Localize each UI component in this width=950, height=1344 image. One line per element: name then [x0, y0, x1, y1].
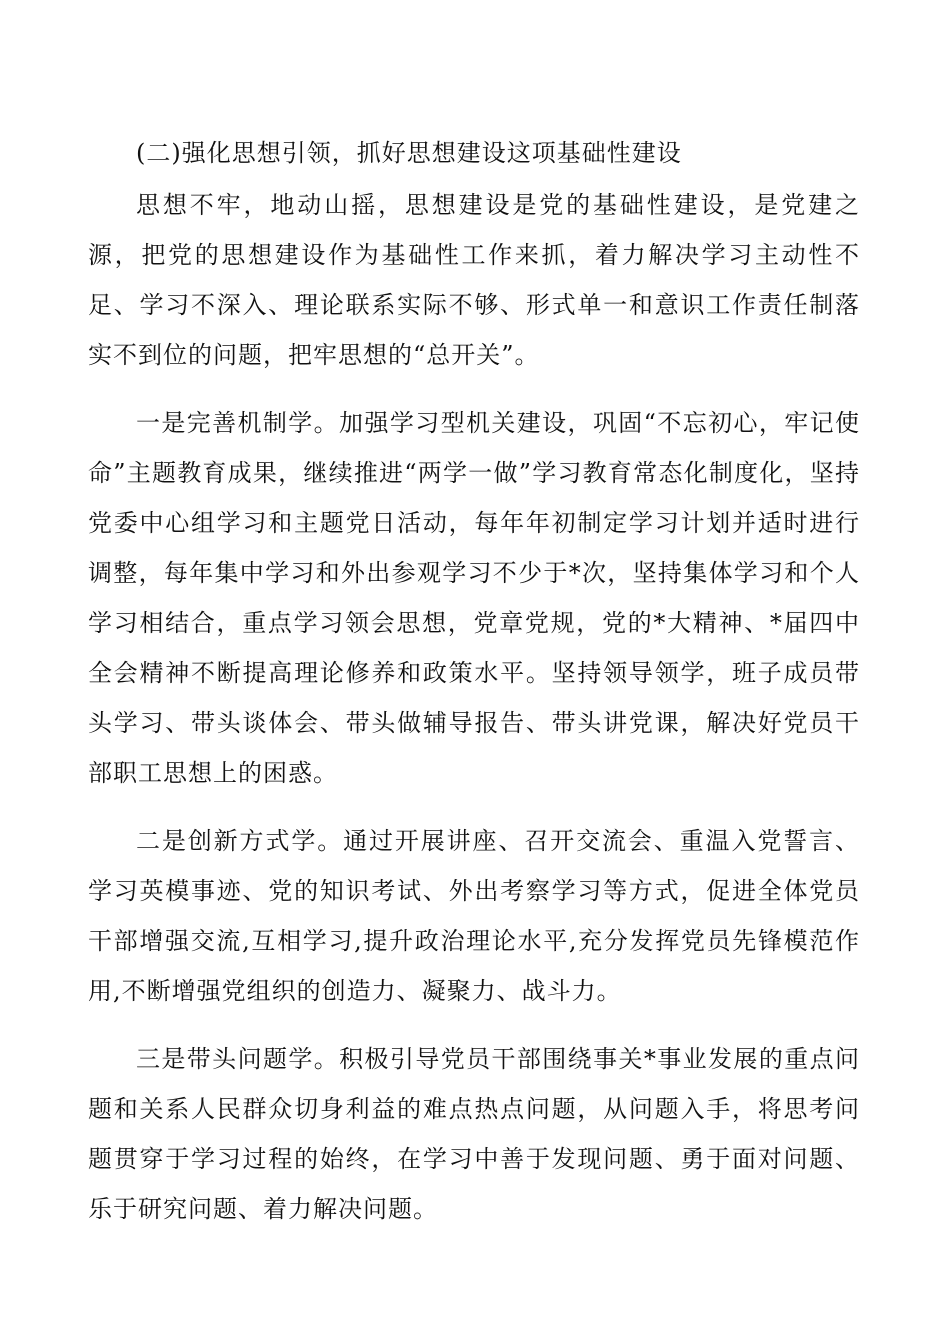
paragraph-intro: 思想不牢，地动山摇，思想建设是党的基础性建设，是党建之源，把党的思想建设作为基础性工作来抓，着力解决学习主动性不足、学习不深入、理论联系实际不够、形式单一和意识工作责任制落实不到位的问题，把牢思想的“总开关”。 — [88, 191, 860, 369]
document-body — [88, 128, 860, 1252]
paragraph-problem: 三是带头问题学。积极引导党员干部围绕事关*事业发展的重点问题和关系人民群众切身利益的难点热点问题，从问题入手，将思考问题贯穿于学习过程的始终，在学习中善于发现问题、勇于面对问题、乐于研究问题、着力解决问题。 — [88, 1045, 860, 1223]
paragraph-mechanism: 一是完善机制学。加强学习型机关建设，巩固“不忘初心，牢记使命”主题教育成果，继续推进“两学一做”学习教育常态化制度化，坚持党委中心组学习和主题党日活动，每年年初制定学习计划并适时进行调整，每年集中学习和外出参观学习不少于*次，坚持集体学习和个人学习相结合，重点学习领会思想，党章党规，党的*大精神、*届四中全会精神不断提高理论修养和政策水平。坚持领导领学，班子成员带头学习、带头谈体会、带头做辅导报告、带头讲党课，解决好党员干部职工思想上的困惑。 — [88, 409, 860, 787]
section-heading: (二)强化思想引领，抓好思想建设这项基础性建设 — [136, 139, 682, 167]
paragraph-innovation: 二是创新方式学。通过开展讲座、召开交流会、重温入党誓言、学习英模事迹、党的知识考试、外出考察学习等方式，促进全体党员干部增强交流,互相学习,提升政治理论水平,充分发挥党员先锋模范作用,不断增强党组织的创造力、凝聚力、战斗力。 — [88, 827, 860, 1005]
